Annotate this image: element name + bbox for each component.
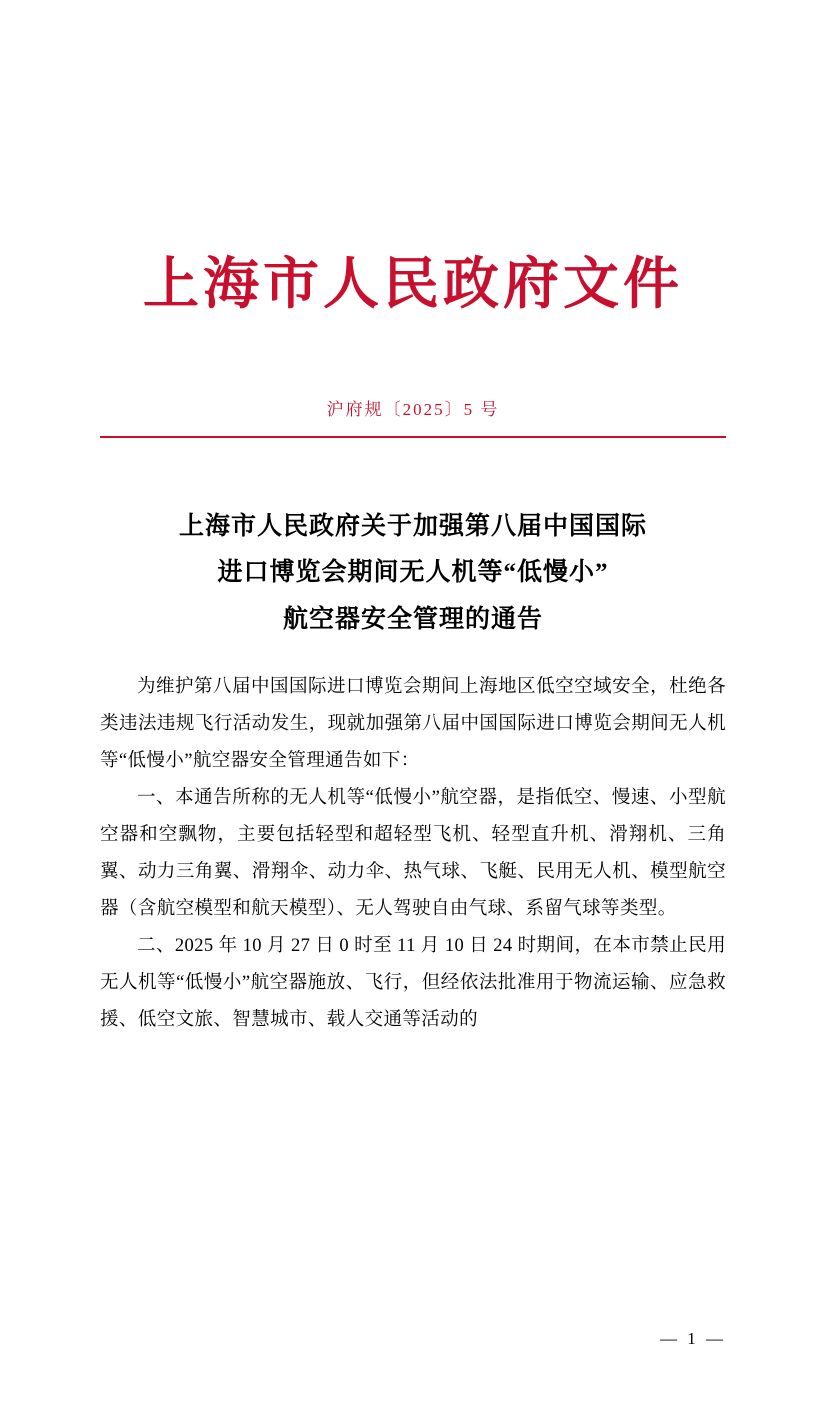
document-page [0, 252, 826, 1421]
red-divider-rule [100, 436, 726, 438]
document-number: 沪府规〔2025〕5 号 [326, 400, 500, 420]
masthead [100, 252, 726, 319]
page-title-line-1: 上海市人民政府关于加强第八届中国国际 [178, 513, 647, 541]
page-title [100, 504, 726, 643]
masthead-title: 上海市人民政府文件 [143, 254, 683, 316]
page-number: — 1 — [660, 1329, 726, 1348]
paragraph: 一、本通告所称的无人机等“低慢小”航空器，是指低空、慢速、小型航空器和空飘物，主要包括轻型和超轻型飞机、轻型直升机、滑翔机、三角翼、动力三角翼、滑翔伞、动力伞、热气球、飞艇、民用无人机、模型航空器（含航空模型和航天模型）、无人驾驶自由气球、系留气球等类型。 [100, 787, 726, 919]
body-text [100, 669, 726, 1039]
page-title-line-3: 航空器安全管理的通告 [282, 605, 543, 633]
paragraph: 为维护第八届中国国际进口博览会期间上海地区低空空域安全，杜绝各类违法违规飞行活动发生，现就加强第八届中国国际进口博览会期间无人机等“低慢小”航空器安全管理通告如下： [100, 676, 726, 771]
page-title-line-2: 进口博览会期间无人机等“低慢小” [217, 559, 609, 587]
paragraph: 二、2025 年 10 月 27 日 0 时至 11 月 10 日 24 时期间，在本市禁止民用无人机等“低慢小”航空器施放、飞行，但经依法批准用于物流运输、应急救援、低空文旅、智慧城市、载人交通等活动的 [100, 935, 726, 1030]
